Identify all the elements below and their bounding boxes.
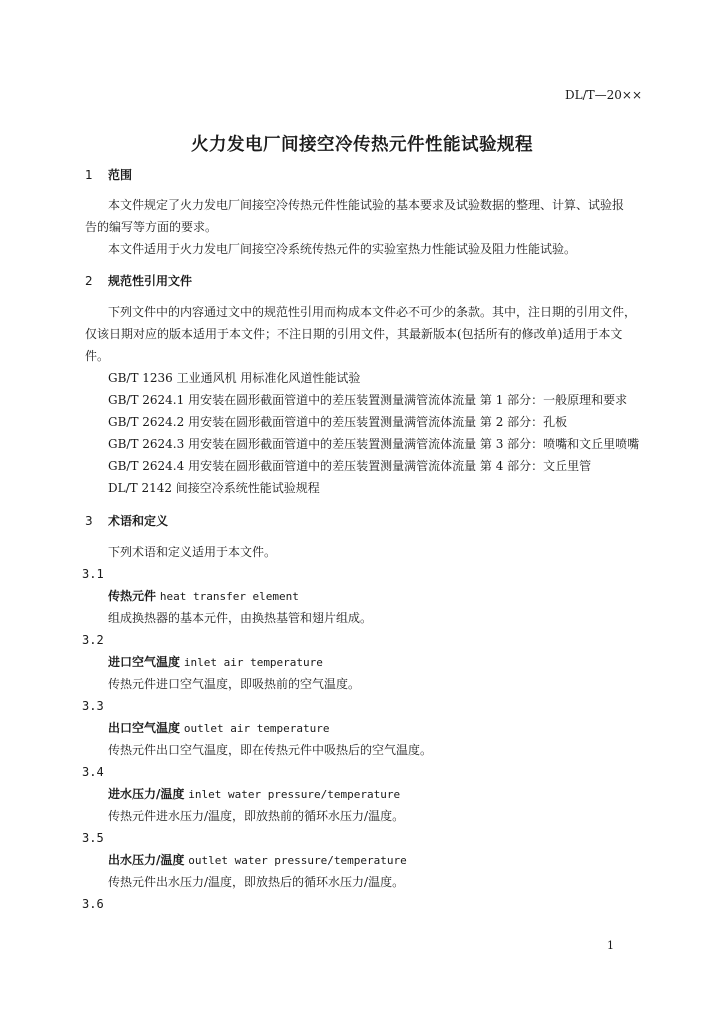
document-title: 火力发电厂间接空冷传热元件性能试验规程 <box>191 135 533 155</box>
term-3-5-title <box>108 852 407 869</box>
term-3-1-definition: 组成换热器的基本元件，由换热基管和翅片组成。 <box>108 611 373 625</box>
term-3-3-chinese: 出口空气温度 <box>108 721 181 735</box>
reference-gbt-2624-4: GB/T 2624.4 用安装在圆形截面管道中的差压装置测量满管流体流量 第 4 部分：文丘里管 <box>108 459 592 473</box>
section-1-number: 1 <box>85 168 93 182</box>
term-3-5-chinese: 出水压力/温度 <box>108 853 185 867</box>
reference-gbt-1236: GB/T 1236 工业通风机 用标准化风道性能试验 <box>108 371 361 385</box>
term-3-2-number: 3.2 <box>82 633 104 647</box>
reference-gbt-2624-3: GB/T 2624.3 用安装在圆形截面管道中的差压装置测量满管流体流量 第 3 部分：喷嘴和文丘里喷嘴 <box>108 437 640 451</box>
term-3-2-english: inlet air temperature <box>183 656 323 669</box>
term-3-2-title <box>108 654 323 671</box>
document-code: DL/T—20×× <box>564 88 642 102</box>
section-2-paragraph-line-3: 件。 <box>85 349 110 363</box>
term-3-3-number: 3.3 <box>82 699 104 713</box>
term-3-1-english: heat transfer element <box>159 590 299 603</box>
term-3-1-chinese: 传热元件 <box>108 589 157 603</box>
section-2-paragraph-line-2: 仅该日期对应的版本适用于本文件；不注日期的引用文件，其最新版本(包括所有的修改单)适用于本文 <box>85 327 623 341</box>
term-3-5-number: 3.5 <box>82 831 104 845</box>
term-3-4-english: inlet water pressure/temperature <box>188 788 401 801</box>
term-3-2-definition: 传热元件进口空气温度，即吸热前的空气温度。 <box>108 677 361 691</box>
term-3-6-number: 3.6 <box>82 897 104 911</box>
reference-gbt-2624-2: GB/T 2624.2 用安装在圆形截面管道中的差压装置测量满管流体流量 第 2 部分：孔板 <box>108 415 568 429</box>
term-3-4-definition: 传热元件进水压力/温度，即放热前的循环水压力/温度。 <box>108 809 405 823</box>
page-number: 1 <box>607 939 614 952</box>
term-3-1-title <box>108 588 299 605</box>
section-3-intro: 下列术语和定义适用于本文件。 <box>108 545 277 559</box>
reference-gbt-2624-1: GB/T 2624.1 用安装在圆形截面管道中的差压装置测量满管流体流量 第 1 部分：一般原理和要求 <box>108 393 628 407</box>
term-3-3-title <box>108 720 330 737</box>
term-3-2-chinese: 进口空气温度 <box>108 655 181 669</box>
term-3-4-number: 3.4 <box>82 765 104 779</box>
section-3-number: 3 <box>85 514 93 528</box>
section-2-paragraph-line-1: 下列文件中的内容通过文中的规范性引用而构成本文件必不可少的条款。其中，注日期的引用文件， <box>108 305 637 319</box>
section-2-number: 2 <box>85 274 93 288</box>
section-1-paragraph-2: 本文件适用于火力发电厂间接空冷系统传热元件的实验室热力性能试验及阻力性能试验。 <box>108 242 577 256</box>
section-2-title: 规范性引用文件 <box>108 274 193 288</box>
term-3-3-definition: 传热元件出口空气温度，即在传热元件中吸热后的空气温度。 <box>108 743 433 757</box>
section-1-paragraph-1-line-1: 本文件规定了火力发电厂间接空冷传热元件性能试验的基本要求及试验数据的整理、计算、试验报 <box>108 198 625 212</box>
term-3-4-title <box>108 786 400 803</box>
section-3-title: 术语和定义 <box>108 514 169 528</box>
reference-dlt-2142: DL/T 2142 间接空冷系统性能试验规程 <box>108 481 320 495</box>
term-3-5-english: outlet water pressure/temperature <box>188 854 407 867</box>
section-1-title: 范围 <box>108 168 133 182</box>
section-1-paragraph-1-line-2: 告的编写等方面的要求。 <box>85 220 218 234</box>
term-3-5-definition: 传热元件出水压力/温度，即放热后的循环水压力/温度。 <box>108 875 405 889</box>
term-3-4-chinese: 进水压力/温度 <box>108 787 185 801</box>
term-3-3-english: outlet air temperature <box>183 722 330 735</box>
term-3-1-number: 3.1 <box>82 567 104 581</box>
